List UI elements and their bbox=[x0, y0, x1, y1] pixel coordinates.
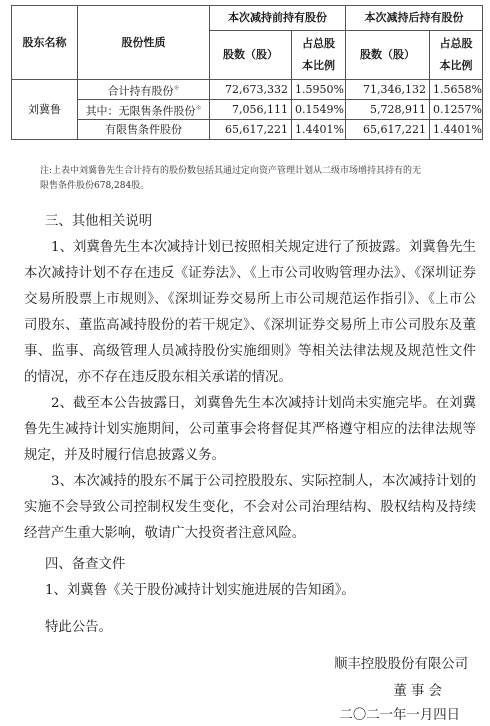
section3-body bbox=[24, 235, 476, 547]
share-nature-cell: 有限售条件股份 bbox=[78, 120, 210, 140]
header-after-ratio: 占总股 本比例 bbox=[430, 31, 483, 80]
before-ratio-cell: 1.4401% bbox=[292, 120, 346, 140]
section3-heading: 三、其他相关说明 bbox=[45, 214, 153, 229]
before-shares-cell: 72,673,332 bbox=[210, 80, 292, 100]
shareholding-table bbox=[11, 5, 483, 140]
before-shares-cell: 65,617,221 bbox=[210, 120, 292, 140]
paragraph-2: 2、截至本公告披露日，刘冀鲁先生本次减持计划尚未实施完毕。在刘冀鲁先生减持计划实施期间，公司董事会将督促其严格遵守相应的法律法规等规定，并及时履行信息披露义务。 bbox=[24, 396, 476, 463]
closing-statement: 特此公告。 bbox=[45, 620, 112, 635]
table-footnote: 注:上表中刘冀鲁先生合计持有的股份数包括其通过定向资产管理计划从二级市场增持其持有的无 限售条件股份678,284股。 bbox=[40, 166, 422, 191]
header-share-nature: 股份性质 bbox=[78, 6, 210, 80]
after-ratio-cell: 1.4401% bbox=[430, 120, 483, 140]
share-nature-cell: 合计持有股份※ bbox=[78, 80, 210, 100]
paragraph-1: 1、刘冀鲁先生本次减持计划已按照相关规定进行了预披露。刘冀鲁先生本次减持计划不存在违反《证券法》、《上市公司收购管理办法》、《深圳证券交易所股票上市规则》、《深圳证券交易所上市公司规范运作指引》、《上市公司股东、董监高减持股份的若干规定》、《深圳证券交易所上市公司股东及董事、监事、高级管理人员减持股份实施细则》等相关法律法规及规范性文件的情况，亦不存在违反股东相关承诺的情况。 bbox=[24, 240, 476, 385]
header-before-ratio: 占总股 本比例 bbox=[292, 31, 346, 80]
signature-date: 二〇二一年一月四日 bbox=[339, 708, 460, 723]
header-before-reduction: 本次减持前持有股份 bbox=[210, 6, 346, 31]
header-before-shares: 股数（股） bbox=[210, 31, 292, 80]
table-row bbox=[12, 120, 483, 140]
header-shareholder-name: 股东名称 bbox=[12, 6, 78, 80]
before-ratio-cell: 1.5950% bbox=[292, 80, 346, 100]
share-nature-cell: 其中：无限售条件股份※ bbox=[78, 100, 210, 120]
reference-document-item: 1、刘冀鲁《关于股份减持计划实施进展的告知函》。 bbox=[45, 583, 355, 598]
before-shares-cell: 7,056,111 bbox=[210, 100, 292, 120]
header-after-reduction: 本次减持后持有股份 bbox=[346, 6, 483, 31]
table-row bbox=[12, 100, 483, 120]
after-ratio-cell: 1.5658% bbox=[430, 80, 483, 100]
signature-board: 董 事 会 bbox=[393, 684, 442, 699]
after-shares-cell: 65,617,221 bbox=[346, 120, 430, 140]
section4-heading: 四、备查文件 bbox=[45, 557, 126, 572]
signature-company: 顺丰控股股份有限公司 bbox=[334, 657, 468, 672]
after-ratio-cell: 0.1257% bbox=[430, 100, 483, 120]
table-row bbox=[12, 80, 483, 100]
paragraph-3: 3、本次减持的股东不属于公司控股股东、实际控制人，本次减持计划的实施不会导致公司控制权发生变化，不会对公司治理结构、股权结构及持续经营产生重大影响，敬请广大投资者注意风险。 bbox=[24, 474, 476, 541]
header-after-shares: 股数（股） bbox=[346, 31, 430, 80]
after-shares-cell: 71,346,132 bbox=[346, 80, 430, 100]
after-shares-cell: 5,728,911 bbox=[346, 100, 430, 120]
before-ratio-cell: 0.1549% bbox=[292, 100, 346, 120]
shareholder-name-cell: 刘冀鲁 bbox=[12, 80, 78, 140]
